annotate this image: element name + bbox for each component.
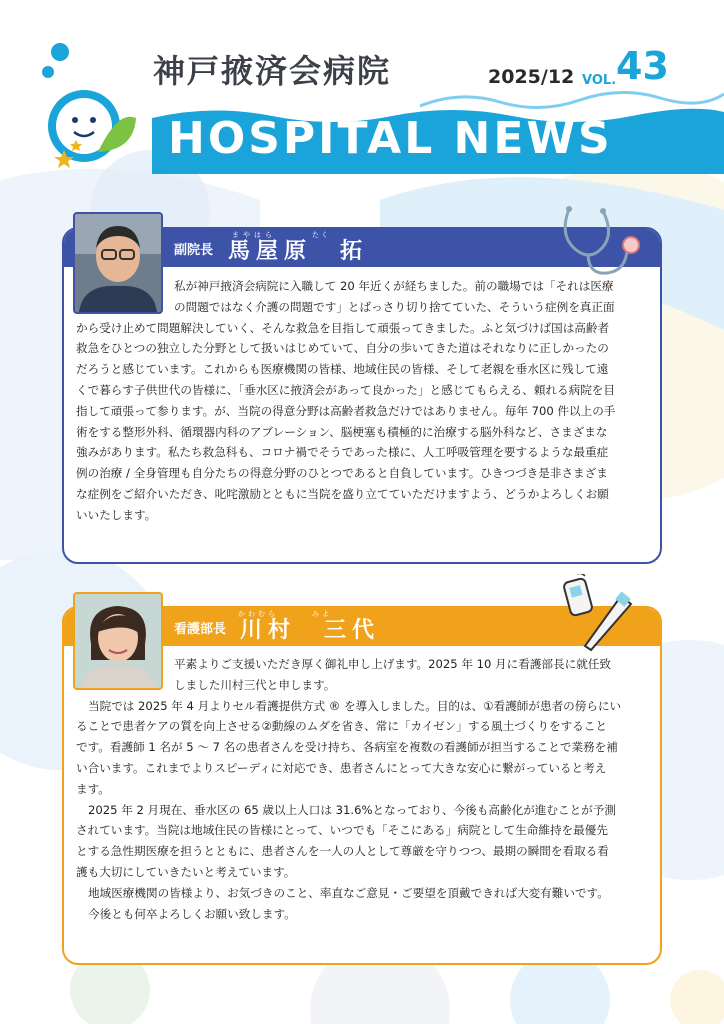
message-line: 救急をひとつの独立した分野として扱いはじめていて、自分の歩いてきた道はそれなりに正しかったの — [76, 341, 609, 356]
stethoscope-icon — [555, 205, 645, 280]
message-line: 術をする整形外科、循環器内科のアブレーション、脳梗塞も積極的に治療する脳外科など、さまざまな — [76, 424, 608, 439]
message-line: ます。 — [76, 781, 110, 796]
vice-director-role: 副院長 — [174, 243, 214, 258]
message-line: い合います。これまでよりスピーディに対応でき、患者さんにとって大きな安心に繋がっていると考え — [76, 760, 607, 775]
message-line: 強みがあります。私たち救急科も、コロナ禍でそうであった様に、人工呼吸管理を要するような最重症 — [76, 445, 609, 460]
message-line: いいたします。 — [76, 507, 157, 522]
message-line: 平素よりご支援いただき厚く御礼申し上げます。2025 年 10 月に看護部長に就任致 — [174, 657, 611, 671]
nursing-director-ruby-given: みよ — [312, 610, 332, 618]
message-line: な症例をご紹介いただき、叱咤激励とともに当院を盛り立てていただけますよう、どうかよろしくお願 — [76, 486, 609, 501]
nursing-director-role: 看護部長 — [174, 622, 227, 637]
vice-director-name: 馬屋原 拓 — [228, 239, 369, 264]
message-line: しました川村三代と申します。 — [174, 677, 336, 692]
message-line: 2025 年 2 月現在、垂水区の 65 歳以上人口は 31.6%となっており、今後も高齢化が進むことが予測 — [88, 802, 616, 817]
nursing-director-message — [76, 654, 651, 924]
message-line: くで暮らす子供世代の皆様に、「垂水区に掖済会があって良かった」と感じてもらえる、頼れる病院を目 — [76, 382, 615, 397]
nursing-director-name: 川村 三代 — [240, 618, 381, 643]
vice-director-message — [76, 276, 651, 526]
message-line: の問題ではなく介護の問題です」とばっさり切り捨てていた、そういう症例を真正面 — [174, 299, 615, 314]
message-line: されています。当院は地域住民の皆様にとって、いつでも「そこにある」病院として生命維持を最優先 — [76, 823, 608, 838]
message-line: 当院では 2025 年 4 月よりセル看護提供方式 ® を導入しました。目的は、①看護師が患者の傍らにい — [88, 698, 622, 713]
message-line: 指して頑張って参ります。が、当院の得意分野は高齢者救急だけではありません。毎年 700 件以上の手 — [76, 403, 616, 418]
wave-line-icon — [420, 88, 724, 112]
message-line: ることで患者ケアの質を向上させる②動線のムダを省き、常に「カイゼン」する風土づくりをすること — [76, 719, 607, 734]
message-line: から受け止めて問題解決していく、そんな救急を目指して頑張ってきました。ふと気づけば国は高齢者 — [76, 320, 610, 335]
message-line: 例の治療 / 全身管理も自分たちの得意分野のひとつであると自負しています。ひきつづき是非さまざま — [76, 466, 608, 481]
volume-number: 43 — [616, 44, 669, 88]
hospital-name: 神戸掖済会病院 — [153, 52, 392, 90]
issue-date: 2025/12 — [488, 66, 575, 88]
newsletter-title: HOSPITAL NEWS — [168, 113, 613, 164]
message-line: 今後とも何卒よろしくお願い致します。 — [88, 906, 296, 921]
message-line: です。看護師 1 名が 5 〜 7 名の患者さんを受け持ち、各病室を複数の看護師が担当することで業務を補 — [76, 740, 618, 755]
message-line: だろうと感じています。これからも医療機関の皆様、地域住民の皆様、そして老親を垂水区に残して遠 — [76, 362, 609, 377]
thermometer-icon — [563, 574, 641, 654]
vice-director-ruby-given: たく — [312, 231, 330, 239]
message-line: とする急性期医療を担うとともに、患者さんを一人の人として尊厳を守りつつ、最期の瞬間を看取る看 — [76, 844, 609, 859]
volume-label: VOL. — [582, 73, 617, 88]
mascot-logo-icon — [38, 40, 138, 170]
message-line: 地域医療機関の皆様より、お気づきのこと、率直なご意見・ご要望を頂戴できれば大変有難いです。 — [88, 885, 609, 900]
message-line: 私が神戸掖済会病院に入職して 20 年近くが経ちました。前の職場では「それは医療 — [174, 279, 614, 293]
nursing-director-ruby-family: かわむら — [238, 610, 278, 618]
message-line: 護も大切にしていきたいと考えています。 — [76, 864, 296, 879]
vice-director-ruby-family: まやはら — [232, 231, 276, 239]
